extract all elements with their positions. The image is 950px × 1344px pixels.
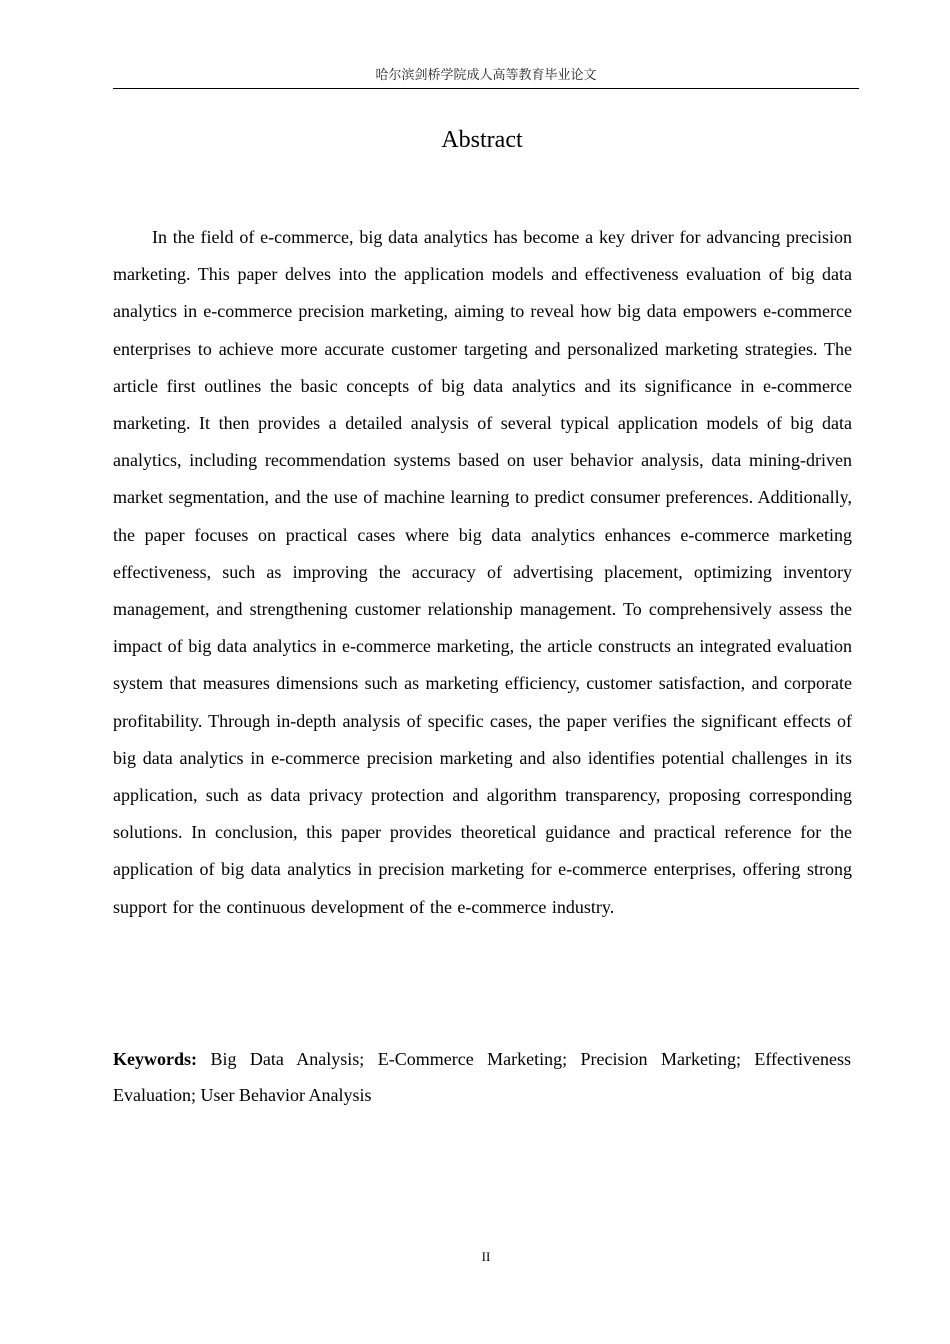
keywords-label: Keywords: — [113, 1049, 197, 1069]
keywords-paragraph — [113, 1041, 851, 1113]
abstract-body: In the field of e-commerce, big data analytics has become a key driver for advancing precision marketing. This paper delves into the application models and effectiveness evaluation of big data analytics in e-commerce precision marketing, aiming to reveal how big data empowers e-commerce enterprises to achieve more accurate customer targeting and personalized marketing strategies. The article first outlines the basic concepts of big data analytics and its significance in e-commerce marketing. It then provides a detailed analysis of several typical application models of big data analytics, including recommendation systems based on user behavior analysis, data mining-driven market segmentation, and the use of machine learning to predict consumer preferences. Additionally, the paper focuses on practical cases where big data analytics enhances e-commerce marketing effectiveness, such as improving the accuracy of advertising placement, optimizing inventory management, and strengthening customer relationship management. To comprehensively assess the impact of big data analytics in e-commerce marketing, the article constructs an integrated evaluation system that measures dimensions such as marketing efficiency, customer satisfaction, and corporate profitability. Through in-depth analysis of specific cases, the paper verifies the significant effects of big data analytics in e-commerce precision marketing and also identifies potential challenges in its application, such as data privacy protection and algorithm transparency, proposing corresponding solutions. In conclusion, this paper provides theoretical guidance and practical reference for the application of big data analytics in precision marketing for e-commerce enterprises, offering strong support for the continuous development of the e-commerce industry. — [113, 227, 852, 917]
running-header: 哈尔滨剑桥学院成人高等教育毕业论文 — [113, 66, 859, 89]
abstract-title: Abstract — [441, 127, 523, 153]
keywords-text: Big Data Analysis; E-Commerce Marketing; Precision Marketing; Effectiveness Evaluation; User Behavior Analysis — [113, 1049, 852, 1105]
page-number: II — [481, 1249, 491, 1264]
